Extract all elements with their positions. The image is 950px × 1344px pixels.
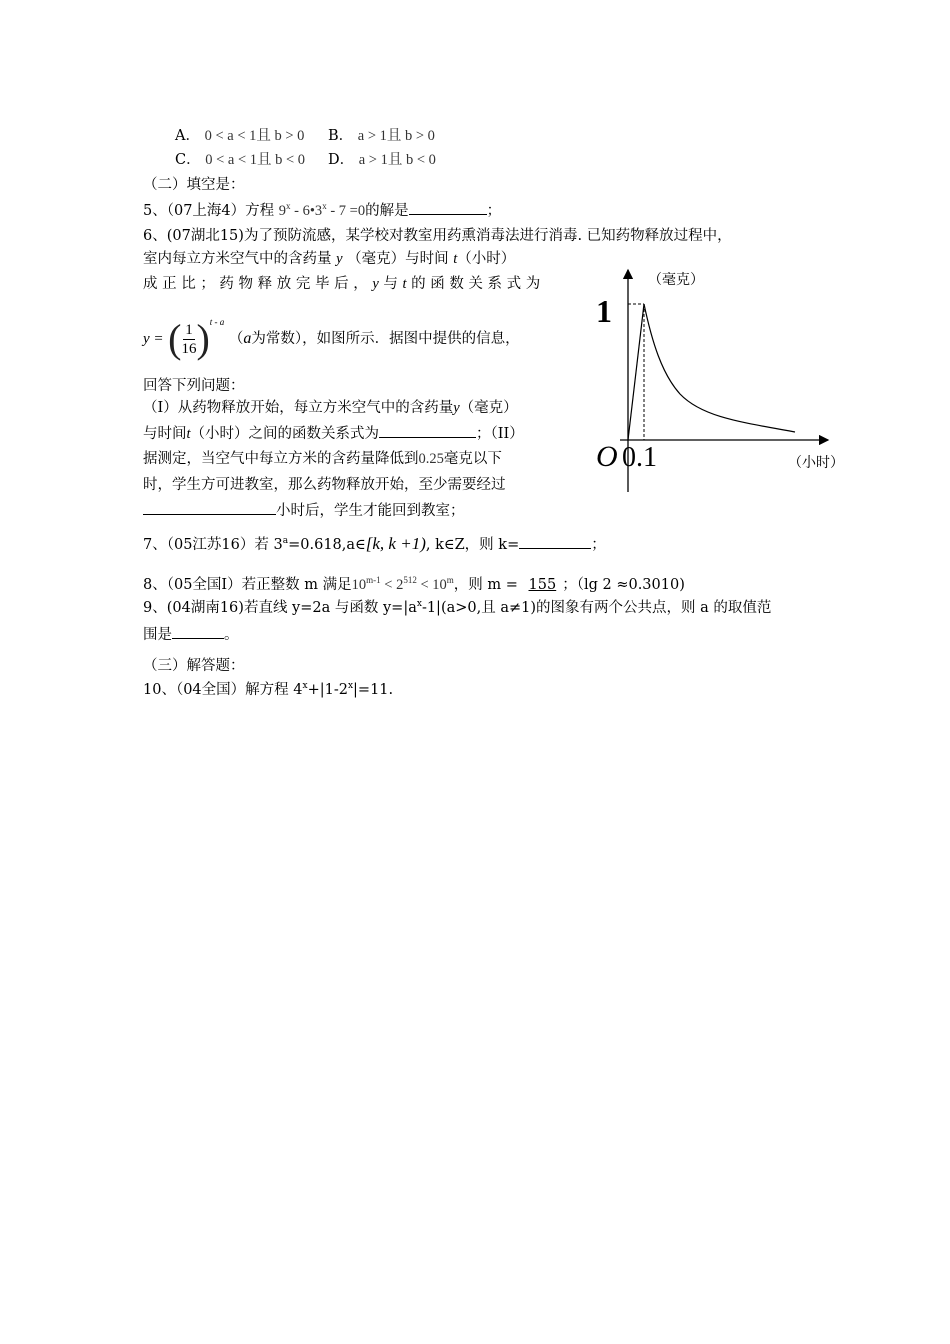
q6-line-9: 时，学生方可进教室，那么药物释放开始，至少需要经过 bbox=[143, 477, 506, 493]
q8-inequality: $10^{m-1} < 2^{512} < 10^m$ bbox=[351, 575, 454, 593]
q6-part1-answer-blank[interactable] bbox=[379, 423, 476, 438]
question-10: 10、（04全国）解方程 $4^x+|1-2^x|=11$. bbox=[143, 681, 394, 698]
q6-line-6: （I）从药物释放开始，每立方米空气中的含药量y（毫克） bbox=[143, 400, 518, 416]
q9-answer-blank[interactable] bbox=[172, 624, 224, 639]
q7-answer-blank[interactable] bbox=[519, 534, 591, 549]
q8-answer: 155 bbox=[528, 577, 557, 593]
q6-fraction: $\frac{1}{16}$ bbox=[181, 321, 197, 357]
q6-formula-line: y = ( $\frac{1}{16}$ )$^{t - a}$ （a为常数），如图所示．据图中提供的信息， bbox=[143, 316, 520, 361]
option-d: D． a > 1且 b < 0 bbox=[328, 152, 436, 168]
x-tick-label: 0.1 bbox=[622, 442, 657, 473]
rise-line bbox=[628, 304, 644, 440]
q6-part2-answer-blank[interactable] bbox=[143, 500, 276, 515]
q6-line-2: 室内每立方米空气中的含药量 y （毫克）与时间 t（小时） bbox=[143, 251, 516, 267]
decay-curve bbox=[644, 304, 795, 432]
option-a: A． 0 < a < 1且 b > 0 bbox=[175, 128, 305, 144]
y-unit-label: （毫克） bbox=[648, 272, 704, 288]
question-9-line-1: 9、(04湖南16)若直线 y=2a 与函数 $y=|a^x-1|(a>0$,且 a≠1)的图象有两个公共点，则 a 的取值范 bbox=[143, 599, 772, 616]
concentration-graph bbox=[590, 262, 860, 494]
q5-answer-blank[interactable] bbox=[409, 200, 487, 215]
question-9-line-2: 围是 。 bbox=[143, 624, 239, 645]
q6-line-8: 据测定，当空气中每立方米的含药量降低到0.25毫克以下 bbox=[143, 451, 502, 467]
x-unit-label: （小时） bbox=[788, 455, 844, 471]
question-5: 5、（07上海4）方程 9$^x$ - 6•3$^x$ - 7 =0的解是 ； bbox=[143, 201, 502, 219]
q6-line-5: 回答下列问题： bbox=[143, 378, 245, 394]
section-answer-heading: （三）解答题： bbox=[143, 658, 245, 674]
y-tick-label: 1 bbox=[596, 293, 612, 329]
option-b: B． a > 1且 b > 0 bbox=[328, 128, 435, 144]
option-d-expr: a > 1且 b < 0 bbox=[358, 152, 436, 168]
q5-equation: 9$^x$ - 6•3$^x$ - 7 =0 bbox=[278, 201, 366, 219]
q6-line-1: 6、(07湖北15)为了预防流感，某学校对教室用药熏消毒法进行消毒. 已知药物释放过程中， bbox=[143, 228, 732, 244]
question-7: 7、（05江苏16）若 $3^a=0.618,a\in[k$, k +1), k∈Z，则 k= ； bbox=[143, 534, 606, 553]
option-a-expr: 0 < a < 1且 b > 0 bbox=[204, 128, 305, 144]
q6-line-7: 与时间t（小时）之间的函数关系式为 ；（II） bbox=[143, 423, 524, 444]
option-b-expr: a > 1且 b > 0 bbox=[357, 128, 435, 144]
question-8: 8、（05全国Ⅰ）若正整数 m 满足$10^{m-1} < 2^{512} < 10^m$，则 m = 155 ；（lg 2 ≈0.3010) bbox=[143, 575, 685, 593]
q7-interval: [k, k +1) bbox=[365, 534, 426, 553]
q6-line-10: 小时后，学生才能回到教室； bbox=[143, 500, 465, 521]
origin-label: O bbox=[596, 440, 618, 473]
section-fill-in-heading: （二）填空是： bbox=[143, 177, 245, 193]
option-c-expr: 0 < a < 1且 b < 0 bbox=[205, 152, 306, 168]
option-c: C． 0 < a < 1且 b < 0 bbox=[175, 152, 306, 168]
q6-line-3: 成 正 比 ； 药 物 释 放 完 毕 后 ， y 与 t 的 函 数 关 系 式 为 bbox=[143, 276, 541, 292]
